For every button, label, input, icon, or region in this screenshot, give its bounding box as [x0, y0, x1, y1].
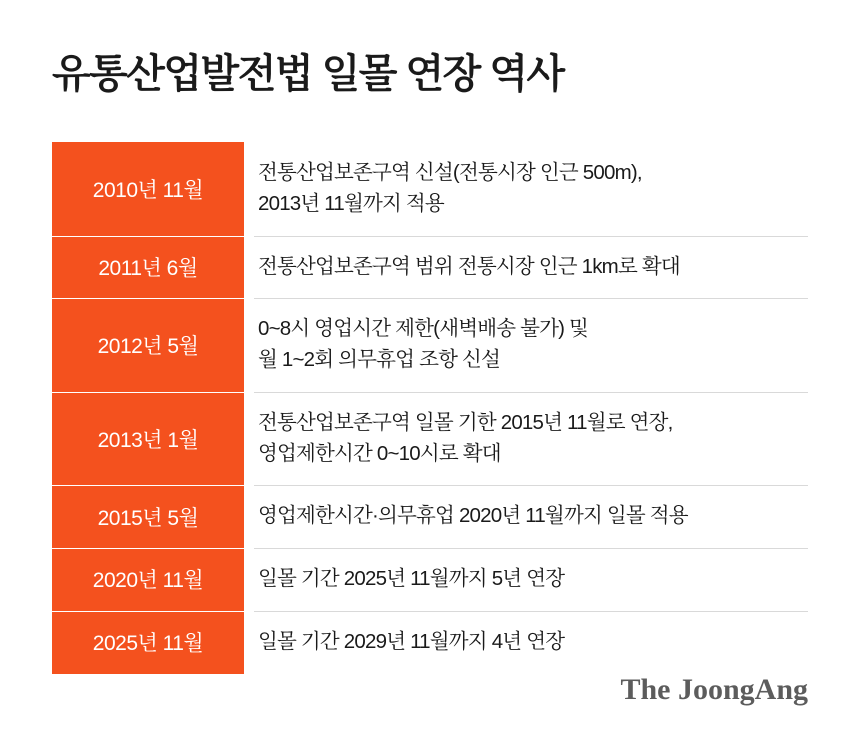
timeline-description-line: 일몰 기간 2025년 11월까지 5년 연장	[258, 567, 565, 590]
table-row	[52, 485, 808, 548]
publisher-logo: The JoongAng	[620, 673, 808, 706]
timeline-description	[244, 611, 808, 674]
table-row	[52, 298, 808, 392]
timeline-description-line: 0~8시 영업시간 제한(새벽배송 불가) 및	[258, 317, 589, 341]
timeline-table	[52, 142, 808, 674]
timeline-description-line: 전통산업보존구역 신설(전통시장 인근 500m),	[258, 161, 642, 184]
table-row	[52, 392, 808, 486]
timeline-description-line: 월 1~2회 의무휴업 조항 신설	[258, 348, 500, 371]
table-row	[52, 236, 808, 299]
timeline-date: 2011년 6월	[52, 236, 244, 299]
timeline-description-line: 일몰 기간 2029년 11월까지 4년 연장	[258, 629, 565, 653]
timeline-description	[244, 485, 808, 548]
timeline-date: 2025년 11월	[52, 611, 244, 674]
timeline-description-line: 2013년 11월까지 적용	[258, 191, 444, 215]
timeline-description	[244, 142, 808, 236]
timeline-date: 2013년 1월	[52, 392, 244, 486]
timeline-description-line: 영업제한시간·의무휴업 2020년 11월까지 일몰 적용	[258, 504, 688, 528]
timeline-date: 2020년 11월	[52, 548, 244, 611]
timeline-description	[244, 236, 808, 299]
table-row	[52, 548, 808, 611]
timeline-description-line: 영업제한시간 0~10시로 확대	[258, 441, 501, 465]
timeline-date: 2012년 5월	[52, 298, 244, 392]
table-row	[52, 611, 808, 674]
table-row	[52, 142, 808, 236]
timeline-date: 2010년 11월	[52, 142, 244, 236]
timeline-description-line: 전통산업보존구역 일몰 기한 2015년 11월로 연장,	[258, 410, 673, 434]
timeline-description	[244, 392, 808, 486]
timeline-date: 2015년 5월	[52, 485, 244, 548]
timeline-description	[244, 548, 808, 611]
timeline-description	[244, 298, 808, 392]
page-title: 유통산업발전법 일몰 연장 역사	[52, 52, 564, 96]
timeline-description-line: 전통산업보존구역 범위 전통시장 인근 1km로 확대	[258, 254, 680, 278]
